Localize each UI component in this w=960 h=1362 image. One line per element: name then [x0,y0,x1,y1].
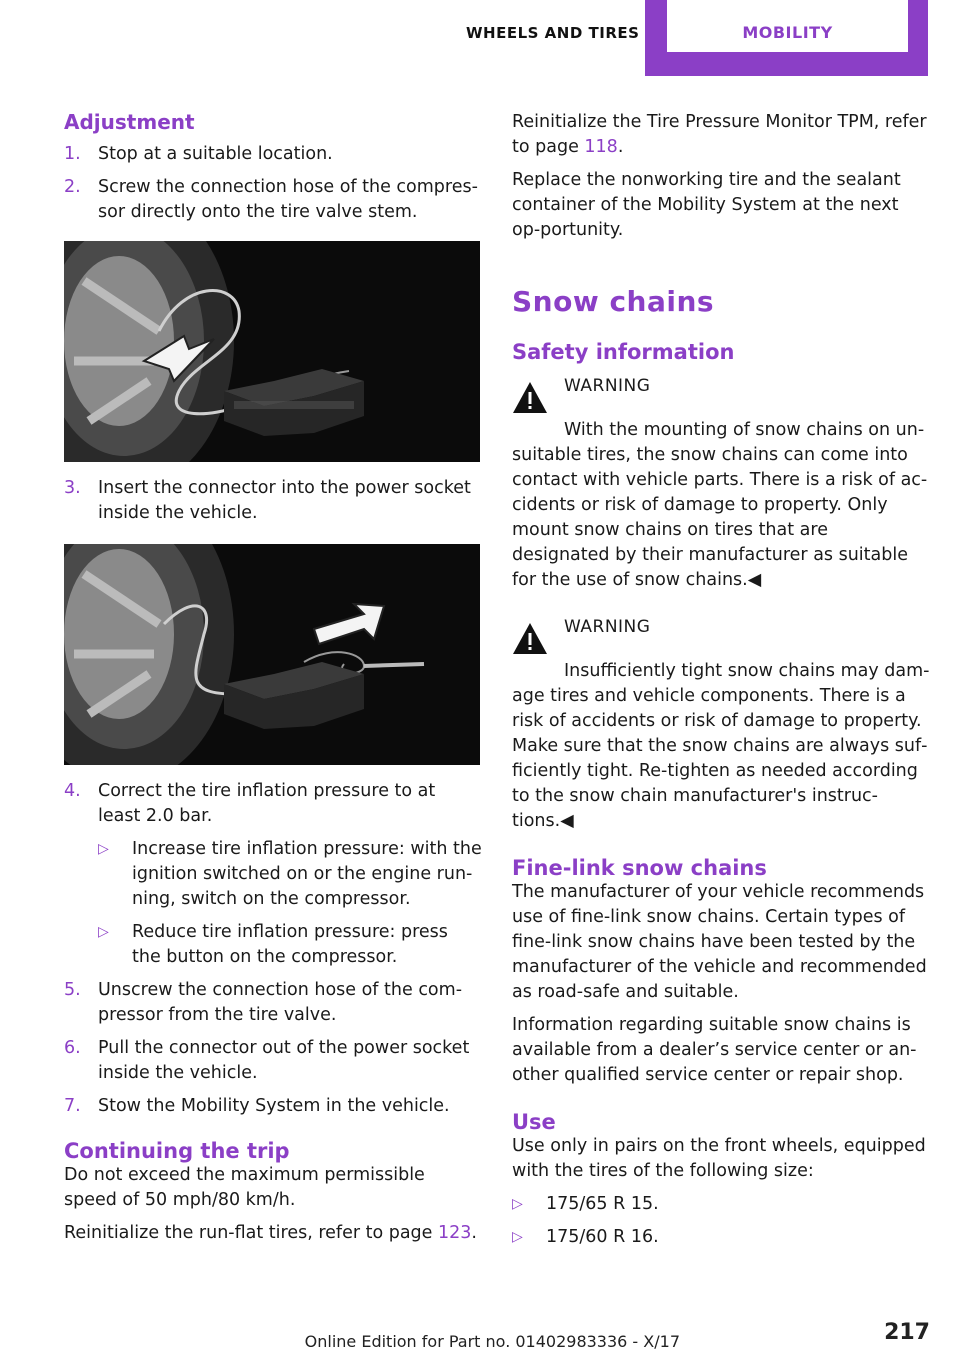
step-number: 4. [64,781,81,801]
reinitialize-runflat-paragraph [64,1221,482,1246]
step-7 [64,1094,482,1119]
triangle-right-icon: ▷ [98,841,109,857]
step-6 [64,1036,482,1086]
tire-size-list [512,1192,930,1250]
chapter-tab-inner [667,0,908,52]
fine-link-paragraph-2: Information regarding suitable snow chains is available from a dealer’s service center or an‐other qualified service center or repair shop. [512,1015,917,1085]
reinitialize-tpm-paragraph [512,110,930,160]
warning-text: With the mounting of snow chains on un‐suitable tires, the snow chains can come into contact with vehicle parts. There is a risk of ac‐cidents or risk of damage to property. Only mount snow chains on tires that are designated by their manufacturer as suitable for the use of snow chains.◀ [512,420,928,590]
substep-text: Reduce tire inflation pressure: press the button on the compressor. [132,922,448,967]
page-number: 217 [884,1320,930,1345]
step-number: 3. [64,478,81,498]
reinitialize-runflat-text: Reinitialize the run-flat tires, refer to page [64,1223,438,1243]
power-socket-photo [64,544,480,765]
period: . [471,1223,477,1243]
step-text: Insert the connector into the power socket inside the vehicle. [98,478,471,523]
continuing-paragraph: Do not exceed the maximum permissible speed of 50 mph/80 km/h. [64,1165,425,1210]
snow-chains-heading: Snow chains [512,285,715,318]
warning-triangle-icon [512,380,548,416]
continuing-heading: Continuing the trip [64,1139,290,1163]
step-5 [64,978,482,1028]
left-column [64,110,482,1246]
fine-link-paragraph-1: The manufacturer of your vehicle recommends use of fine-link snow chains. Certain types of fine-link snow chains have been tested by the manufacturer of the vehicle and recommended as road-safe and suitable. [512,882,927,1002]
warning-label: WARNING [564,617,651,637]
page-link-118[interactable]: 118 [584,137,618,157]
step-4 [64,779,482,829]
warning-triangle-icon [512,621,548,657]
step-number: 5. [64,980,81,1000]
tire-size-item [512,1225,930,1250]
replace-tire-paragraph: Replace the nonworking tire and the sealant container of the Mobility System at the next op‐portunity. [512,170,901,240]
step-text: Pull the connector out of the power socket inside the vehicle. [98,1038,470,1083]
warning-block-1 [512,374,930,593]
use-heading: Use [512,1110,556,1134]
chapter-tab [645,0,928,76]
safety-information-heading: Safety information [512,340,735,364]
triangle-right-icon: ▷ [512,1196,523,1212]
substep-item [98,920,482,970]
triangle-right-icon: ▷ [512,1229,523,1245]
step-number: 7. [64,1096,81,1116]
substep-list [64,837,482,970]
step-text: Stop at a suitable location. [98,144,333,164]
chapter-tab-label: MOBILITY [742,23,833,42]
step-number: 6. [64,1038,81,1058]
step-text: Screw the connection hose of the compres‐sor directly onto the tire valve stem. [98,177,478,222]
warning-text: Insufficiently tight snow chains may dam‐age tires and vehicle components. There is a risk of accidents or risk of damage to property. Make sure that the snow chains are always suf‐ficiently tight. Re-tighten as needed according to the snow chain manufacturer's instruc‐tions.◀ [512,661,930,831]
use-paragraph: Use only in pairs on the front wheels, equipped with the tires of the following size: [512,1136,926,1181]
warning-block-2 [512,615,930,834]
compressor-hose-illustration [64,241,480,462]
compressor-connector-illustration [64,544,480,765]
step-1 [64,142,482,167]
step-2 [64,175,482,225]
triangle-right-icon: ▷ [98,924,109,940]
substep-item [98,837,482,912]
period: . [617,137,624,157]
step-3 [64,476,482,526]
compressor-hose-photo [64,241,480,462]
edition-label: Online Edition for Part no. 01402983336 - X/17 [304,1332,680,1351]
step-number: 1. [64,144,81,164]
warning-label: WARNING [564,376,651,396]
section-title: WHEELS AND TIRES [466,24,640,42]
reinitialize-tpm-text: Reinitialize the Tire Pressure Monitor TPM, refer to page [512,112,927,157]
page-link-123[interactable]: 123 [438,1223,472,1243]
step-text: Stow the Mobility System in the vehicle. [98,1096,450,1116]
step-number: 2. [64,177,81,197]
adjustment-heading: Adjustment [64,110,195,134]
fine-link-heading: Fine-link snow chains [512,856,767,880]
step-text: Unscrew the connection hose of the com‐pressor from the tire valve. [98,980,463,1025]
right-column [512,110,930,1258]
tire-size-text: 175/65 R 15. [546,1194,659,1214]
substep-text: Increase tire inflation pressure: with the ignition switched on or the engine run‐ning, switch on the compressor. [132,839,482,909]
tire-size-text: 175/60 R 16. [546,1227,659,1247]
step-text: Correct the tire inflation pressure to at least 2.0 bar. [98,781,436,826]
tire-size-item [512,1192,930,1217]
